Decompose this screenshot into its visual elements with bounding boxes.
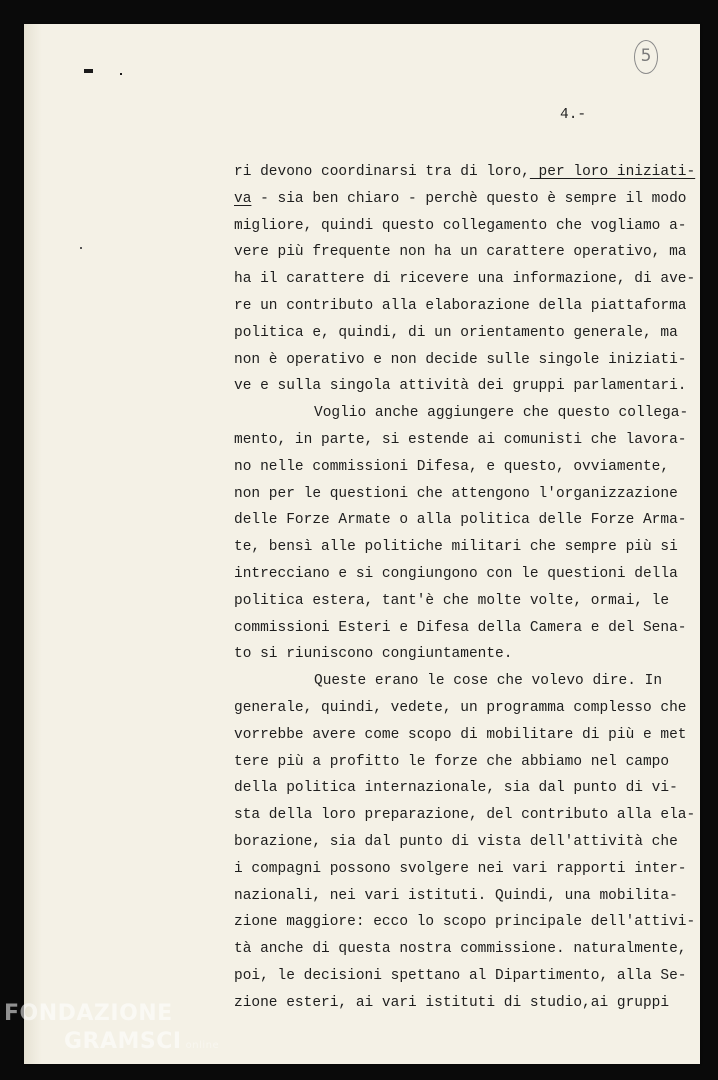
text-line: tà anche di questa nostra commissione. naturalmente, [234, 941, 687, 958]
ink-dot [120, 73, 122, 75]
text-line: non è operativo e non decide sulle singole iniziati- [234, 351, 687, 368]
text-line: tere più a profitto le forze che abbiamo nel campo [234, 753, 670, 770]
text-line [234, 186, 687, 213]
text-line: re un contributo alla elaborazione della piattaforma [234, 297, 687, 314]
watermark-line2 [4, 1028, 219, 1060]
page-edge-shadow [24, 24, 42, 1064]
text-line: commissioni Esteri e Difesa della Camera e del Sena- [234, 619, 687, 636]
text-line: mento, in parte, si estende ai comunisti che lavora- [234, 431, 687, 448]
fondazione-gramsci-watermark [4, 1000, 219, 1060]
text-line: ve e sulla singola attività dei gruppi parlamentari. [234, 378, 687, 395]
ink-dot [80, 247, 82, 249]
text-line: migliore, quindi questo collegamento che vogliamo a- [234, 217, 687, 234]
text-line: non per le questioni che attengono l'organizzazione [234, 485, 678, 502]
underlined-text: per loro iniziati- [529, 164, 696, 180]
text-line: ha il carattere di ricevere una informazione, di ave- [234, 271, 696, 288]
text-fragment: ri devono coordinarsi tra di loro, [234, 164, 530, 180]
text-line: i compagni possono svolgere nei vari rapporti inter- [234, 860, 687, 877]
text-fragment: - sia ben chiaro - perchè questo è sempre il modo [251, 190, 687, 207]
paragraph-start: Queste erano le cose che volevo dire. In [314, 673, 663, 690]
text-line: vere più frequente non ha un carattere operativo, ma [234, 244, 687, 261]
text-line: to si riuniscono congiuntamente. [234, 646, 513, 663]
text-line: borazione, sia dal punto di vista dell'attività che [234, 833, 678, 850]
text-line: te, bensì alle politiche militari che sempre più si [234, 539, 678, 556]
watermark-line1: FONDAZIONE [4, 1001, 173, 1026]
typed-text [234, 159, 696, 1017]
page-number: 4.- [560, 107, 587, 123]
ink-mark [84, 69, 93, 73]
text-line: politica e, quindi, di un orientamento generale, ma [234, 324, 678, 341]
text-line: delle Forze Armate o alla politica delle Forze Arma- [234, 512, 687, 529]
archive-page-mark: 5 [634, 40, 658, 74]
text-line: politica estera, tant'è che molte volte, ormai, le [234, 592, 670, 609]
underlined-text: va [234, 190, 252, 207]
text-line: poi, le decisioni spettano al Dipartimento, alla Se- [234, 967, 687, 984]
text-line: no nelle commissioni Difesa, e questo, ovviamente, [234, 458, 670, 475]
watermark-name: GRAMSCI [64, 1029, 182, 1054]
text-line: intrecciano e si congiungono con le questioni della [234, 565, 678, 582]
paragraph-start: Voglio anche aggiungere che questo collega- [314, 405, 689, 422]
text-line [234, 159, 696, 186]
text-line: vorrebbe avere come scopo di mobilitare di più e met [234, 726, 687, 743]
text-line: zione esteri, ai vari istituti di studio,ai gruppi [234, 994, 670, 1011]
text-line: zione maggiore: ecco lo scopo principale dell'attivi- [234, 914, 696, 931]
text-line: generale, quindi, vedete, un programma complesso che [234, 699, 687, 716]
text-line: della politica internazionale, sia dal punto di vi- [234, 780, 678, 797]
text-line: nazionali, nei vari istituti. Quindi, una mobilita- [234, 887, 678, 904]
watermark-suffix: online [185, 1040, 220, 1051]
text-line: sta della loro preparazione, del contributo alla ela- [234, 807, 696, 824]
